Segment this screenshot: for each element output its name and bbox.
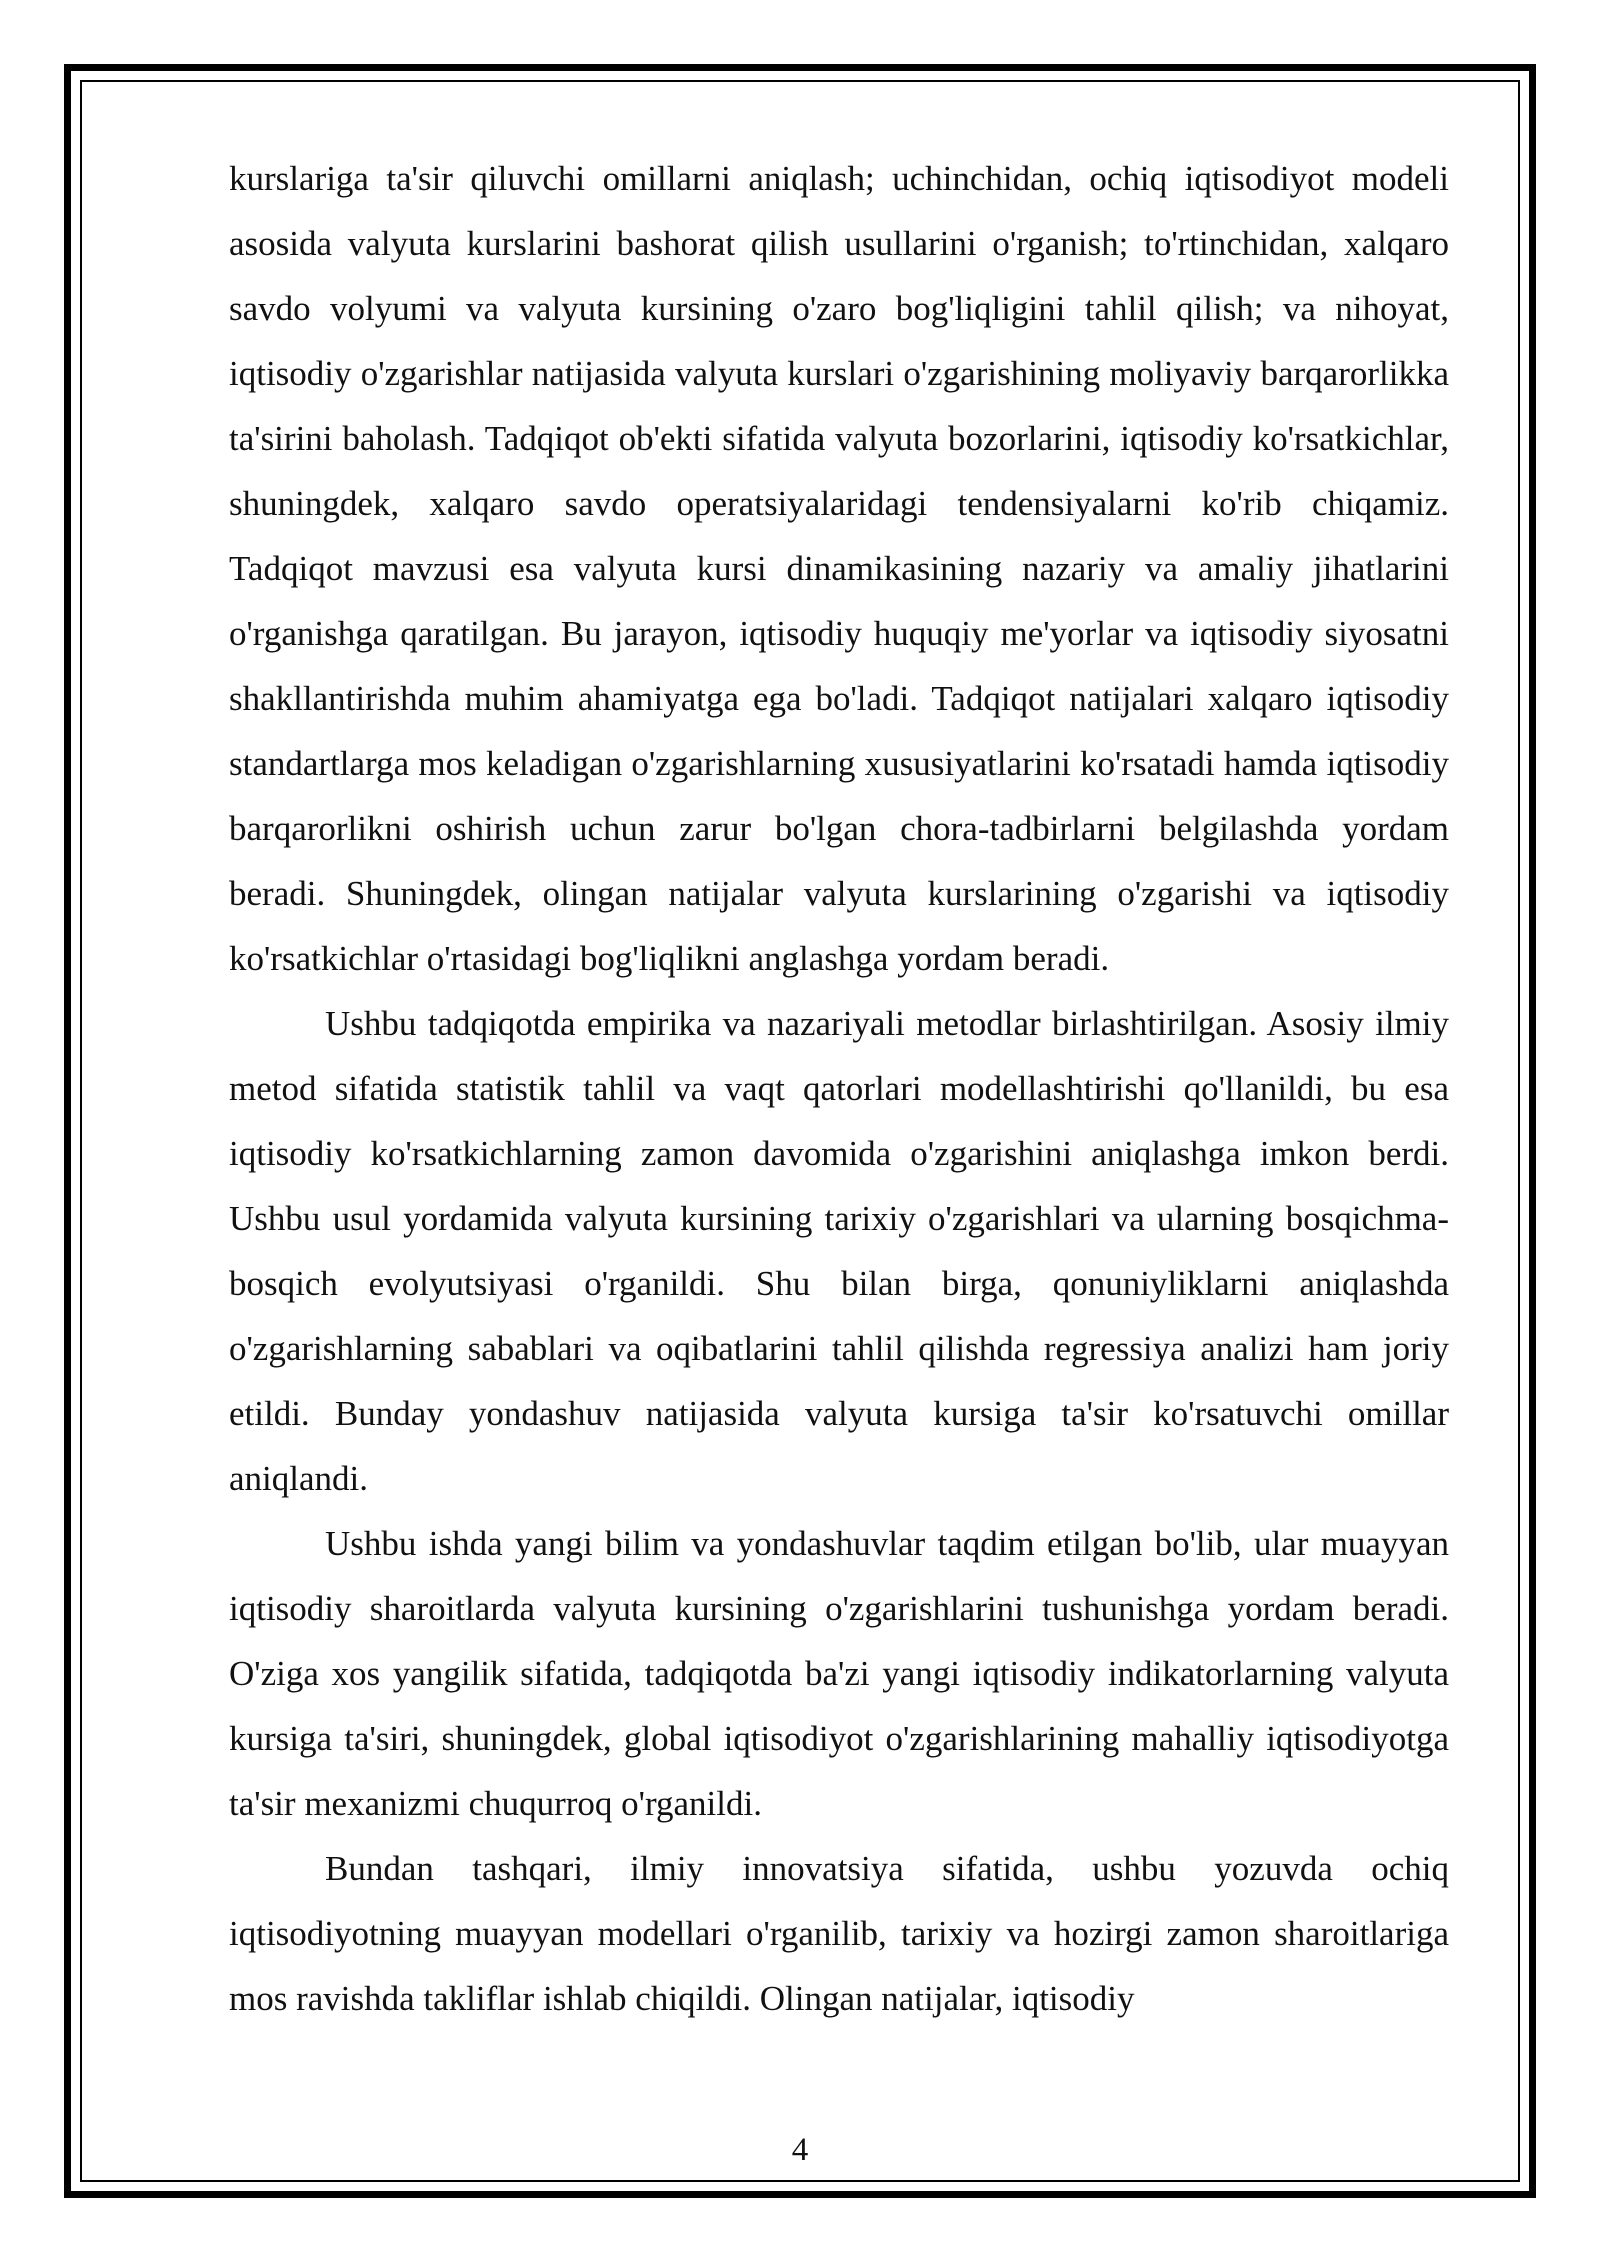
paragraph-innovation: Bundan tashqari, ilmiy innovatsiya sifatida, ushbu yozuvda ochiq iqtisodiyotning muayyan modellari o'rganilib, tarixiy va hozirgi zamon sharoitlariga mos ravishda takliflar ishlab chiqildi. Olingan natijalar, iqtisodiy — [229, 1849, 1449, 2018]
page-number: 4 — [791, 2132, 809, 2168]
paragraph-novelty: Ushbu ishda yangi bilim va yondashuvlar taqdim etilgan bo'lib, ular muayyan iqtisodiy sharoitlarda valyuta kursining o'zgarishlarini tushunishga yordam beradi. O'ziga xos yangilik sifatida, tadqiqotda ba'zi yangi iqtisodiy indikatorlarning valyuta kursiga ta'siri, shuningdek, global iqtisodiyot o'zgarishlarining mahalliy iqtisodiyotga ta'sir mexanizmi chuqurroq o'rganildi. — [229, 1524, 1449, 1823]
page-body — [229, 146, 1449, 2031]
paragraph-continuation: kurslariga ta'sir qiluvchi omillarni aniqlash; uchinchidan, ochiq iqtisodiyot modeli asosida valyuta kurslarini bashorat qilish usullarini o'rganish; to'rtinchidan, xalqaro savdo volyumi va valyuta kursining o'zaro bog'liqligini tahlil qilish; va nihoyat, iqtisodiy o'zgarishlar natijasida valyuta kurslari o'zgarishining moliyaviy barqarorlikka ta'sirini baholash. Tadqiqot ob'ekti sifatida valyuta bozorlarini, iqtisodiy ko'rsatkichlar, shuningdek, xalqaro savdo operatsiyalaridagi tendensiyalarni ko'rib chiqamiz. Tadqiqot mavzusi esa valyuta kursi dinamikasining nazariy va amaliy jihatlarini o'rganishga qaratilgan. Bu jarayon, iqtisodiy huquqiy me'yorlar va iqtisodiy siyosatni shakllantirishda muhim ahamiyatga ega bo'ladi. Tadqiqot natijalari xalqaro iqtisodiy standartlarga mos keladigan o'zgarishlarning xususiyatlarini ko'rsatadi hamda iqtisodiy barqarorlikni oshirish uchun zarur bo'lgan chora-tadbirlarni belgilashda yordam beradi. Shuningdek, olingan natijalar valyuta kurslarining o'zgarishi va iqtisodiy ko'rsatkichlar o'rtasidagi bog'liqlikni anglashga yordam beradi. — [229, 159, 1449, 978]
paragraph-methods: Ushbu tadqiqotda empirika va nazariyali metodlar birlashtirilgan. Asosiy ilmiy metod sifatida statistik tahlil va vaqt qatorlari modellashtirishi qo'llanildi, bu esa iqtisodiy ko'rsatkichlarning zamon davomida o'zgarishini aniqlashga imkon berdi. Ushbu usul yordamida valyuta kursining tarixiy o'zgarishlari va ularning bosqichma-bosqich evolyutsiyasi o'rganildi. Shu bilan birga, qonuniyliklarni aniqlashda o'zgarishlarning sabablari va oqibatlarini tahlil qilishda regressiya analizi ham joriy etildi. Bunday yondashuv natijasida valyuta kursiga ta'sir ko'rsatuvchi omillar aniqlandi. — [229, 1004, 1449, 1498]
